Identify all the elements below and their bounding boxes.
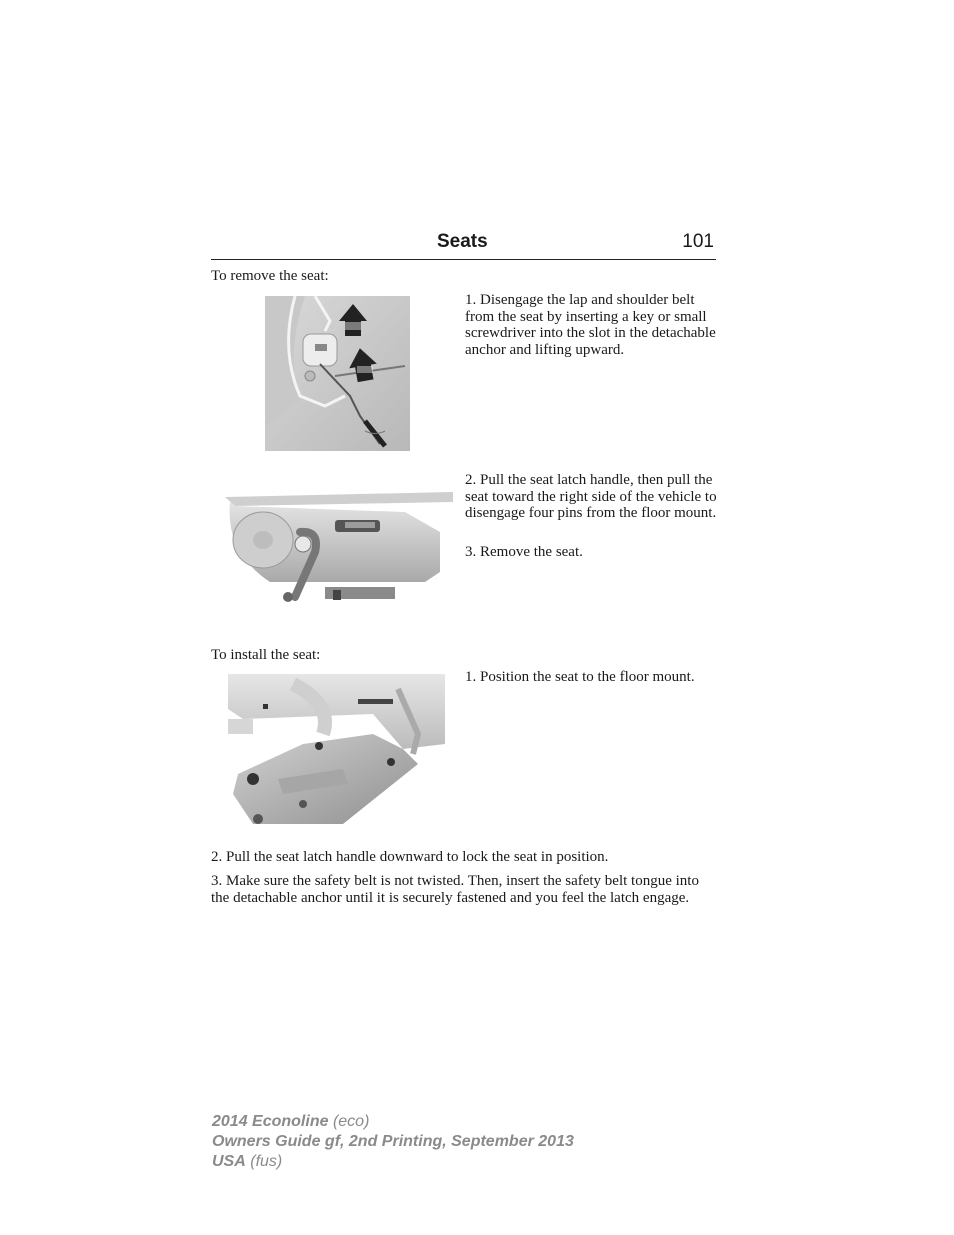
page-header <box>211 228 716 260</box>
install-step-1: 1. Position the seat to the floor mount. <box>465 669 695 685</box>
remove-intro: To remove the seat: <box>211 268 329 284</box>
install-intro: To install the seat: <box>211 647 321 663</box>
footer-model: 2014 Econoline <box>212 1113 329 1130</box>
seat-latch-handle-illustration <box>225 492 455 607</box>
floor-mount-illustration <box>223 674 448 834</box>
page-number: 101 <box>682 231 714 252</box>
install-step-3: 3. Make sure the safety belt is not twisted. Then, insert the safety belt tongue into the detachable anchor until it is securely fastened and you feel the latch engage. <box>211 873 699 906</box>
footer-model-line <box>212 1112 574 1132</box>
footer-market-code: (fus) <box>250 1153 283 1170</box>
install-step-2: 2. Pull the seat latch handle downward to lock the seat in position. <box>211 849 609 865</box>
section-title: Seats <box>437 231 488 252</box>
remove-step-3: 3. Remove the seat. <box>465 544 583 560</box>
anchor-release-illustration <box>265 296 410 451</box>
footer-market-line <box>212 1152 574 1172</box>
footer-model-code: (eco) <box>332 1113 370 1130</box>
page-footer <box>212 1112 574 1172</box>
footer-guide-edition: Owners Guide gf, 2nd Printing, September 2013 <box>212 1133 574 1150</box>
remove-step-1: 1. Disengage the lap and shoulder belt from the seat by inserting a key or small screwdriver into the slot in the detachable anchor and lifting upward. <box>465 292 716 358</box>
remove-step-2: 2. Pull the seat latch handle, then pull the seat toward the right side of the vehicle to disengage four pins from the floor mount. <box>465 472 717 521</box>
footer-market: USA <box>212 1153 246 1170</box>
